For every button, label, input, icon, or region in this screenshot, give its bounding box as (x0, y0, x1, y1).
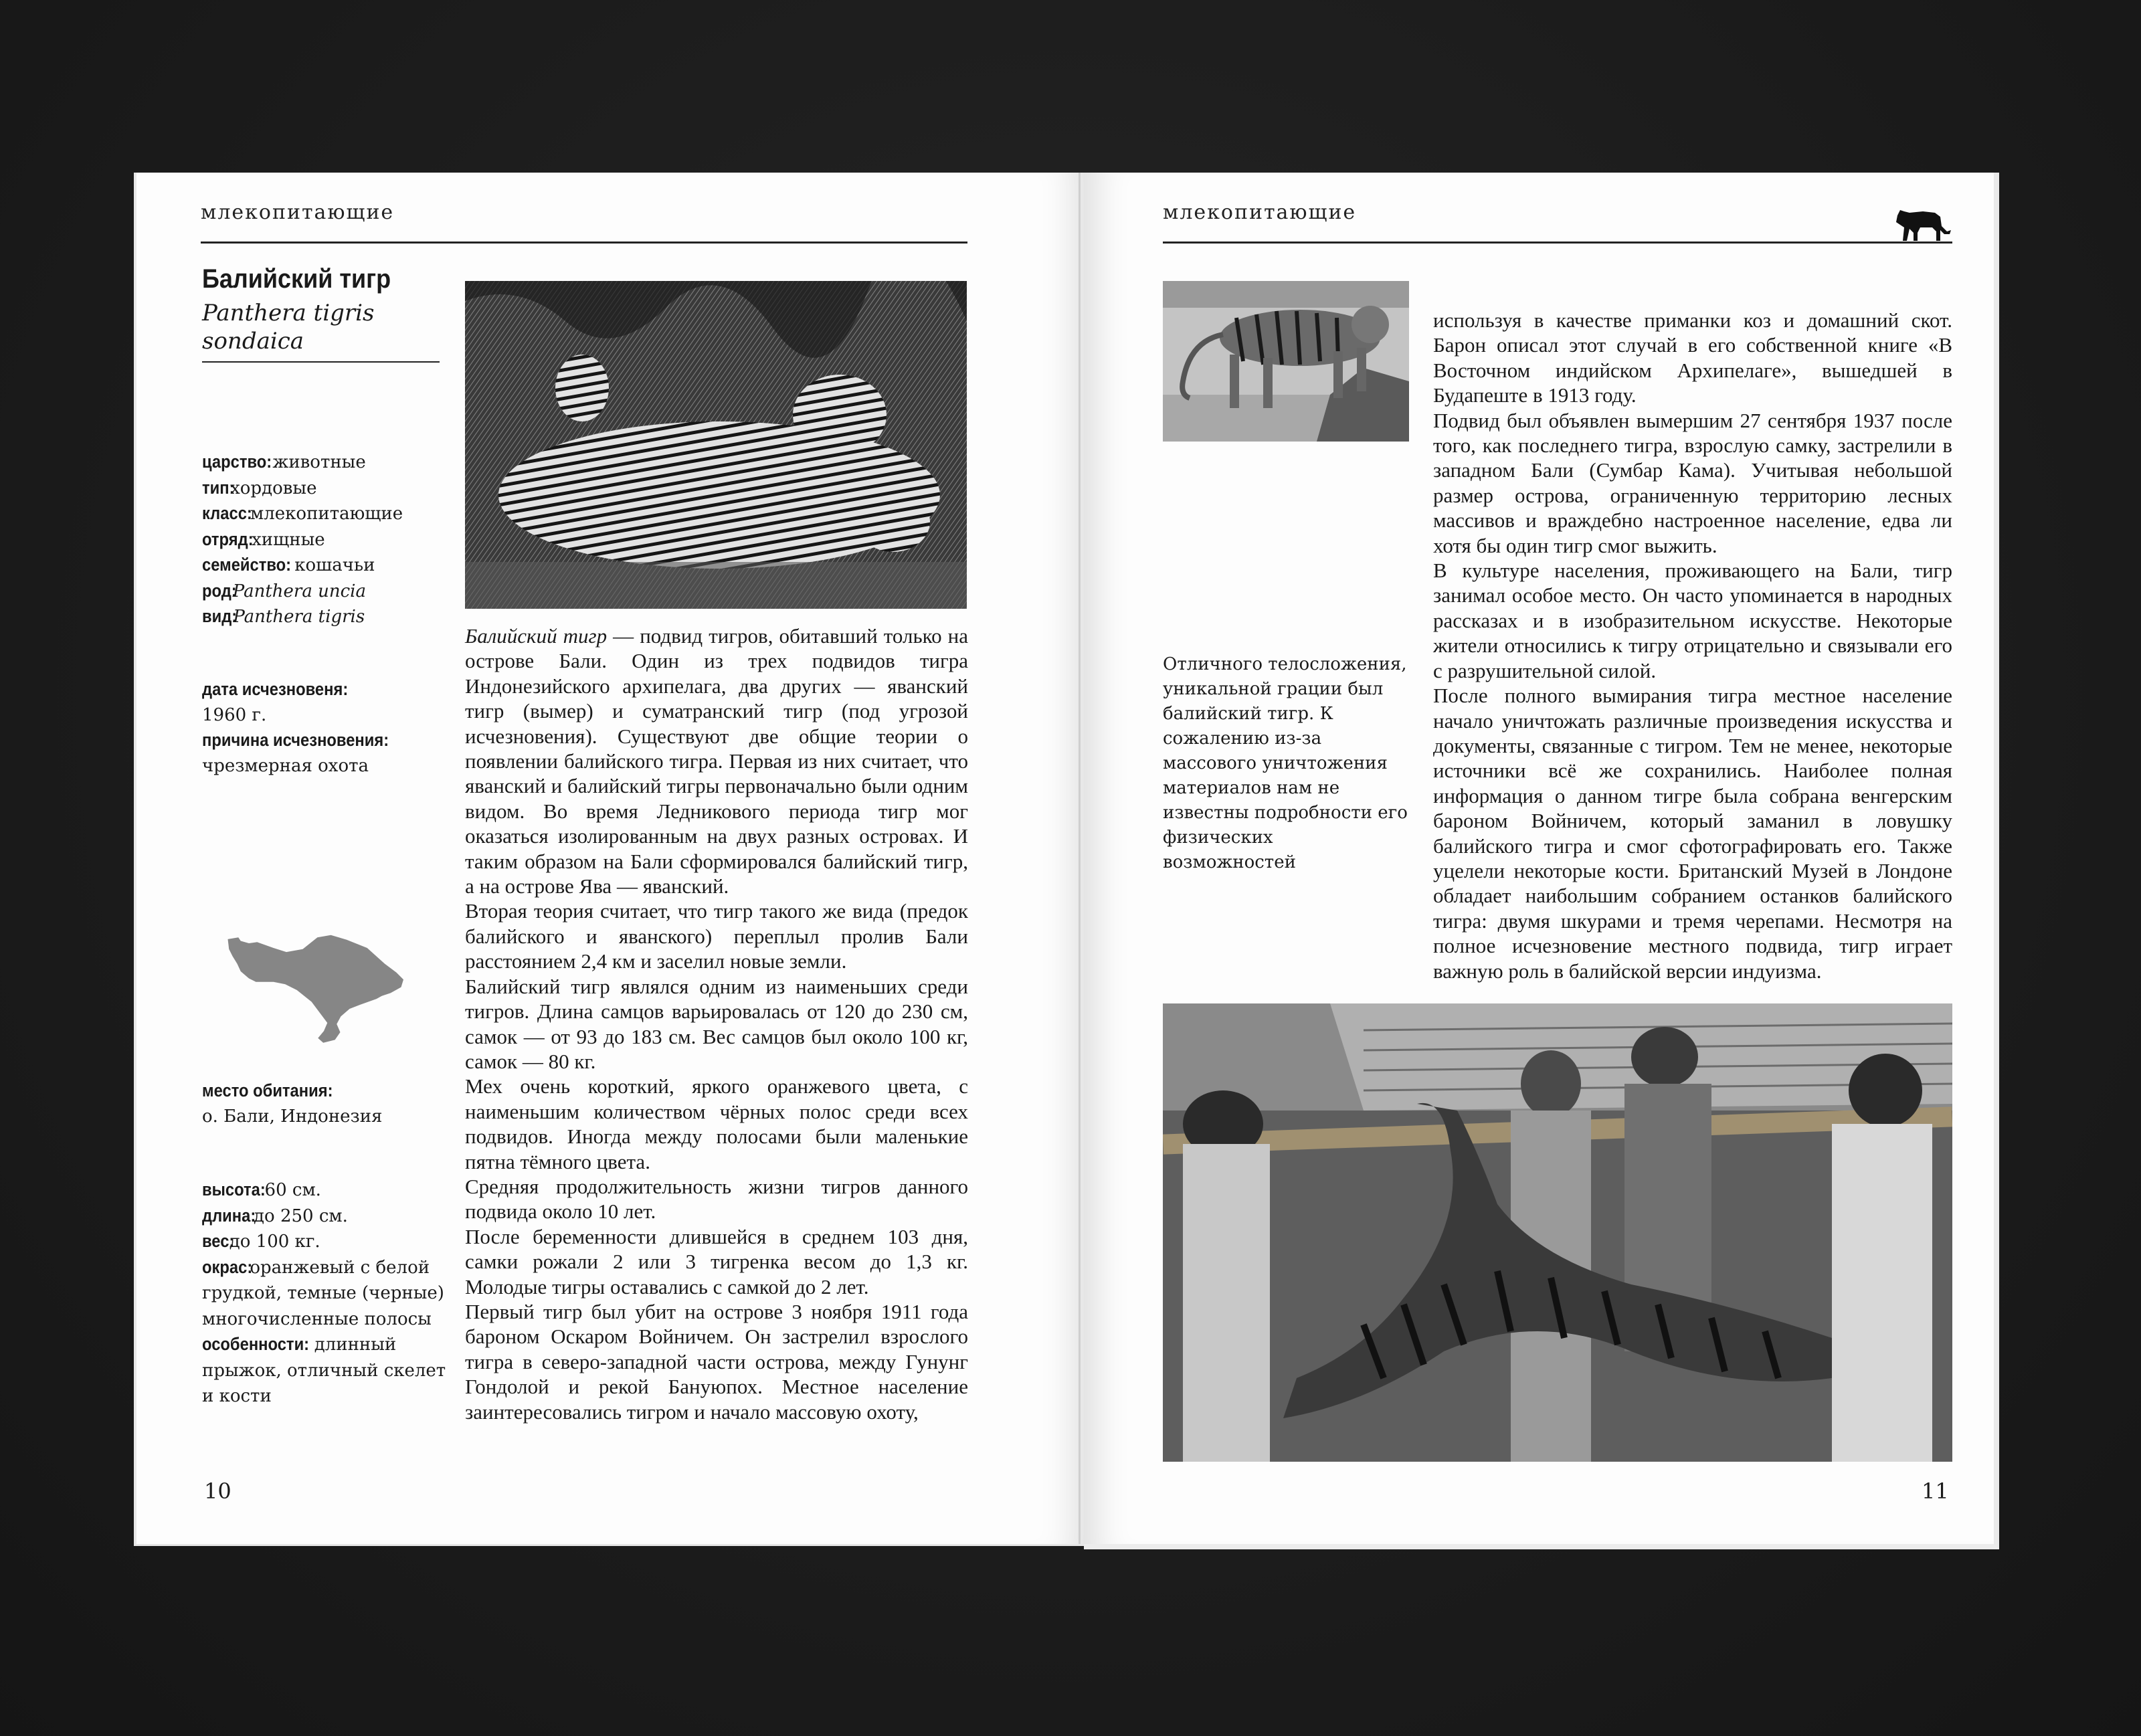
bali-map-icon (207, 920, 422, 1060)
features-label: особенности: (202, 1334, 310, 1354)
latin-name-line-1: Panthera tigris (202, 300, 375, 326)
latin-name (202, 299, 374, 355)
body-paragraph: Средняя продолжительность жизни тигров данного подвида около 10 лет. (465, 1174, 968, 1224)
article-title: Балийский тигр (202, 264, 391, 294)
length-value: до 250 см. (254, 1205, 348, 1226)
taxonomy-row (202, 579, 443, 605)
height-label: высота: (202, 1179, 266, 1199)
body-paragraph: Балийский тигр являлся одним из наименьших среди тигров. Длина самцов варьировалась от 120 до 230 см, самок — от 93 до 183 см. Вес самцов был около 100 кг, самок — 80 кг. (465, 974, 968, 1073)
habitat-value: о. Бали, Индонезия (202, 1106, 383, 1127)
book-spine (1079, 173, 1081, 1544)
features-value-cont: прыжок, отличный скелет (202, 1360, 446, 1381)
taxonomy-key: вид: (202, 606, 238, 626)
running-head-left: млекопитающие (201, 201, 395, 224)
taxonomy-value: Panthera uncia (232, 581, 366, 601)
taxonomy-value: хищные (252, 529, 325, 550)
taxonomy-value: кошачьи (294, 555, 375, 575)
right-body-text (1433, 308, 1952, 983)
body-paragraph: Мех очень короткий, яркого оранжевого цвета, с наименьшим количеством чёрных полос среди всех подвидов. Иногда между полосами были маленькие пятна тёмного цвета. (465, 1074, 968, 1173)
page-number-right: 11 (1922, 1478, 1949, 1504)
body-paragraph: После беременности длившейся в среднем 103 дня, самки рожали 2 или 3 тигренка весом до 1,3 кг. Молодые тигры оставались с самкой до 2 лет. (465, 1224, 968, 1298)
taxonomy-key: семейство: (202, 555, 292, 575)
color-label: окрас: (202, 1256, 253, 1277)
taxonomy-row (202, 501, 443, 527)
taxonomy-key: род: (202, 580, 237, 601)
title-rule (202, 361, 440, 363)
taxonomy-row (202, 604, 443, 630)
extinction-cause-value: чрезмерная охота (202, 755, 369, 776)
photo-caption: Отличного телосложения, уникальной грации был балийский тигр. К сожалению из-за массового уничтожения материалов нам не известны подробности его физических возможностей (1163, 654, 1408, 872)
taxonomy-list (202, 450, 443, 630)
taxonomy-value: Panthera tigris (233, 607, 365, 627)
measurements (202, 1177, 456, 1410)
taxonomy-value: хордовые (230, 478, 317, 498)
color-value-cont: грудкой, темные (черные) (202, 1283, 444, 1303)
latin-name-line-2: sondaica (202, 328, 304, 355)
header-rule-right (1163, 242, 1952, 244)
body-paragraph: Подвид был объявлен вымершим 27 сентября 1937 после того, как последнего тигра, взрослую самку, застрелили в западном Бали (Сумбар Кама). Учитывая небольшой размер острова, ограниченную территорию лесных массивов и враждебно настроенное население, едва ли хотя бы один тигр смог выжить. (1433, 408, 1952, 557)
hunters-with-tiger-photo (1163, 1003, 1952, 1462)
features-value-cont: и кости (202, 1386, 272, 1406)
extinction-date-value: 1960 г. (202, 704, 267, 725)
running-head-right: млекопитающие (1163, 201, 1357, 224)
taxonomy-key: тип: (202, 477, 235, 498)
body-paragraph: Вторая теория считает, что тигр такого же вида (предок балийского и яванского) переплыл пролив Бали расстоянием 2,4 км и заселил новые земли. (465, 899, 968, 973)
taxonomy-row (202, 553, 443, 579)
habitat-info (202, 1078, 443, 1129)
body-intro-italic: Балийский тигр (465, 624, 608, 648)
color-value: оранжевый с белой (250, 1257, 430, 1278)
taxonomy-row (202, 527, 443, 553)
body-paragraph (465, 623, 968, 898)
tiger-engraving-illustration (465, 281, 967, 609)
header-rule-left (201, 242, 967, 244)
taxonomy-row (202, 476, 443, 502)
extinction-cause-label: причина исчезновения: (202, 730, 389, 750)
tiger-silhouette-icon (1893, 207, 1954, 242)
left-body-text (465, 623, 968, 1424)
body-paragraph: В культуре населения, проживающего на Бали, тигр занимал особое место. Он часто упоминается в народных рассказах и в изобразительном искусстве. Некоторые жители относились к тигру отрицательно и связывали его с разрушительной силой. (1433, 559, 1952, 682)
length-label: длина: (202, 1205, 256, 1226)
habitat-label: место обитания: (202, 1080, 333, 1100)
color-value-cont: многочисленные полосы (202, 1309, 432, 1329)
taxonomy-key: царство: (202, 452, 272, 472)
taxonomy-row (202, 450, 443, 476)
taxonomy-key: отряд: (202, 528, 254, 549)
taxonomy-value: животные (272, 452, 366, 472)
features-value: длинный (314, 1335, 397, 1355)
extinction-info (202, 677, 443, 779)
taxonomy-value: млекопитающие (250, 504, 403, 524)
height-value: 60 см. (264, 1180, 321, 1200)
body-paragraph: используя в качестве приманки коз и домашний скот. Барон описал этот случай в его собственной книге «В Восточном индийском Архипелаге», вышедшей в Будапеште в 1913 году. (1433, 308, 1952, 407)
page-number-left: 10 (204, 1478, 231, 1504)
body-paragraph: Первый тигр был убит на острове 3 ноября 1911 года бароном Оскаром Войничем. Он застрелил взрослого тигра в северо-западной части острова, между Гунунг Гондолой и рекой Бануюпох. Местное население заинтересовались тигром и начало массовую охоту, (465, 1299, 968, 1424)
taxonomy-key: класс: (202, 503, 252, 523)
body-paragraph: После полного вымирания тигра местное население начало уничтожать различные произведения искусства и документы, связанные с тигром. Тем не менее, некоторые источники всё же сохранились. Наиболее полная информация о данном тигре была собрана венгерским бароном Войничем, который заманил в ловушку балийского тигра и смог сфотографировать его. Также уцелели некоторые кости. Британский Музей в Лондоне обладает наибольшим собранием останков балийского тигра: двумя шкурами и тремя черепами. Несмотря на полное исчезновение местного подвида, тигр играет важную роль в балийской версии индуизма. (1433, 684, 1952, 983)
body-paragraph-text: — подвид тигров, обитавший только на острове Бали. Один из трех подвидов тигра Индонезийского архипелага, два других — яванский тигр (вымер) и суматранский тигр (под угрозой исчезновения). Существуют две общие теории о появлении балийского тигра. Первая из них считает, что яванский и балийский тигры первоначально были одним видом. Во время Ледникового периода тигр мог оказаться изолированным на двух разных островах. И таким образом на Бали сформировался балийский тигр, а на острове Ява — яванский. (465, 624, 968, 898)
extinction-date-label: дата исчезновеня: (202, 679, 349, 699)
standing-tiger-photo (1163, 281, 1409, 442)
weight-value: до 100 кг. (229, 1232, 320, 1252)
weight-label: вес: (202, 1231, 235, 1251)
